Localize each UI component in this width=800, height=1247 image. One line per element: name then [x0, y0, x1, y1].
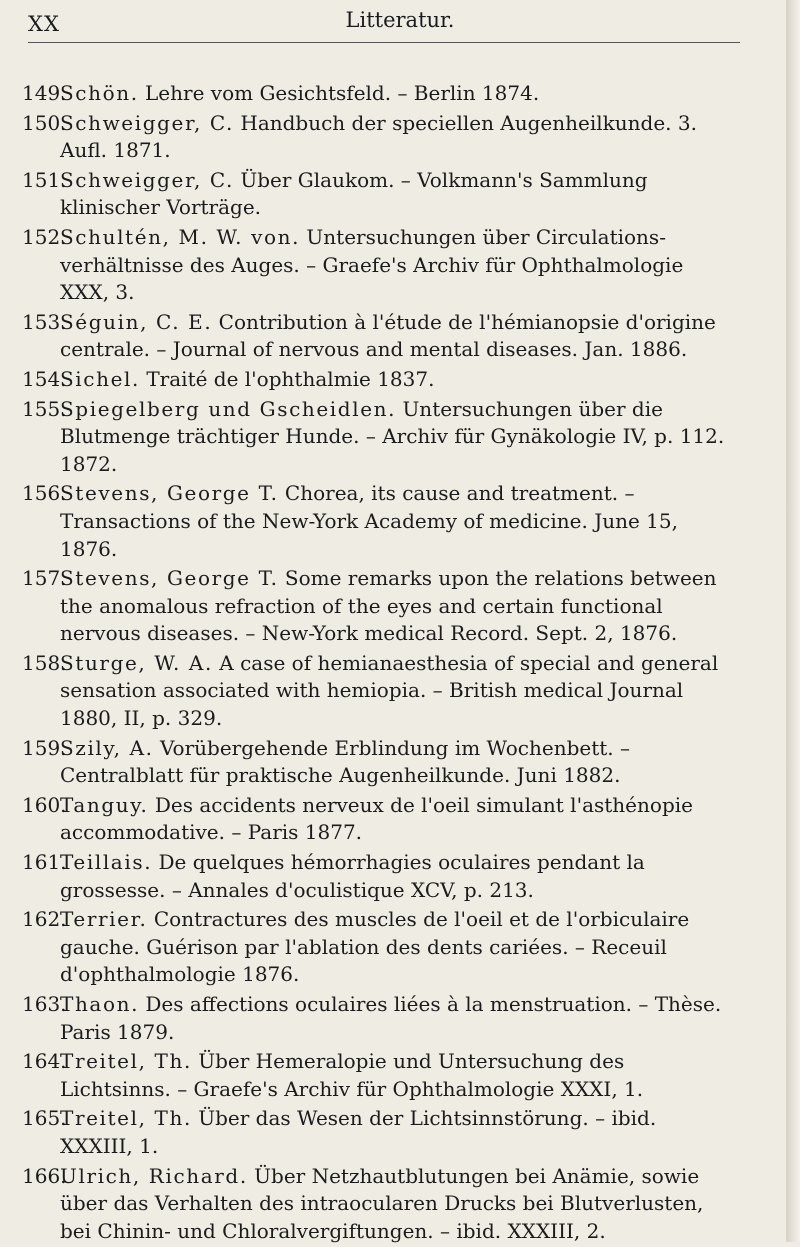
entry-text: Some remarks upon the relations between the anomalous refraction of the eyes and certain functional nervous diseases. – New-York medical Record. Sept. 2, 1876. — [60, 566, 717, 646]
page-edge — [786, 0, 800, 1242]
entry-text: Über Netzhautblutungen bei Anämie, sowie über das Verhalten des intraocularen Drucks bei Blutverlusten, bei Chinin- und Chloralvergiftungen. – ibid. XXXIII, 2. — [60, 1163, 704, 1243]
entry-author: Stevens, George T. — [60, 566, 279, 591]
entry-number: 152. — [22, 224, 67, 249]
entry-author: Szily, A. — [60, 735, 154, 760]
bibliography-entry — [22, 110, 734, 165]
entry-text: Des accidents nerveux de l'oeil simulant l'asthénopie accommodative. – Paris 1877. — [60, 792, 693, 845]
bibliography-entry — [22, 224, 734, 307]
entry-author: Teillais. — [60, 850, 153, 875]
bibliography-list — [22, 80, 734, 1247]
bibliography-entry — [22, 1163, 734, 1246]
entry-text: De quelques hémorrhagies oculaires pendant la grossesse. – Annales d'oculistique XCV, p. 213. — [60, 850, 645, 902]
entry-number: 164. — [22, 1049, 67, 1074]
bibliography-entry — [22, 366, 734, 394]
entry-text: Contribution à l'étude de l'hémianopsie d'origine centrale. – Journal of nervous and mental diseases. Jan. 1886. — [60, 309, 716, 362]
entry-text: Handbuch der speciellen Augenheilkunde. 3. Aufl. 1871. — [60, 110, 697, 163]
entry-author: Ulrich, Richard. — [60, 1163, 248, 1188]
entry-number: 162. — [22, 907, 67, 932]
entry-text: Über Hemeralopie und Untersuchung des Lichtsinns. – Graefe's Archiv für Ophthalmologie XXXI, 1. — [60, 1049, 644, 1101]
entry-number: 160. — [22, 792, 67, 817]
entry-number: 165. — [22, 1106, 67, 1131]
entry-author: Séguin, C. E. — [60, 309, 213, 334]
entry-author: Terrier. — [60, 907, 148, 932]
entry-author: Sichel. — [60, 366, 140, 391]
bibliography-entry — [22, 80, 734, 108]
bibliography-entry — [22, 396, 734, 479]
bibliography-entry — [22, 309, 734, 364]
entry-text: Über das Wesen der Lichtsinnstörung. – ibid. XXXIII, 1. — [60, 1106, 657, 1158]
entry-number: 163. — [22, 992, 67, 1016]
bibliography-entry — [22, 849, 734, 904]
bibliography-entry — [22, 1105, 734, 1160]
entry-text: A case of hemianaesthesia of special and general sensation associated with hemiopia. – British medical Journal 1880, II, p. 329. — [60, 650, 719, 731]
bibliography-entry — [22, 650, 734, 733]
entry-author: Treitel, Th. — [60, 1106, 192, 1131]
entry-author: Treitel, Th. — [60, 1049, 192, 1074]
entry-number: 159. — [22, 735, 67, 760]
bibliography-entry — [22, 792, 734, 847]
entry-author: Spiegelberg und Gscheidlen. — [60, 396, 397, 421]
entry-number: 161. — [22, 850, 67, 875]
entry-text: Lehre vom Gesichtsfeld. – Berlin 1874. — [138, 81, 540, 105]
page-number: XX — [28, 12, 60, 36]
entry-author: Schultén, M. W. von. — [60, 224, 301, 249]
bibliography-entry — [22, 167, 734, 222]
entry-text: Chorea, its cause and treatment. – Transactions of the New-York Academy of medicine. June 15, 1876. — [60, 481, 678, 561]
entry-number: 158. — [22, 650, 67, 675]
bibliography-entry — [22, 480, 734, 563]
bibliography-entry — [22, 735, 734, 790]
entry-text: Untersuchungen über die Blutmenge trächtiger Hunde. – Archiv für Gynäkologie IV, p. 112. 1872. — [60, 396, 725, 476]
entry-number: 151. — [22, 167, 67, 192]
entry-number: 149. — [22, 81, 67, 105]
entry-author: Schweigger, C. — [60, 167, 235, 192]
entry-author: Schweigger, C. — [60, 110, 235, 135]
entry-text: Untersuchungen über Circulations-verhältnisse des Auges. – Graefe's Archiv für Ophthalmologie XXX, 3. — [60, 224, 684, 305]
entry-number: 166. — [22, 1163, 67, 1188]
entry-text: Traité de l'ophthalmie 1837. — [139, 366, 435, 391]
entry-number: 154. — [22, 366, 67, 391]
entry-text: Vorübergehende Erblindung im Wochenbett. – Centralblatt für praktische Augenheilkunde. Juni 1882. — [60, 735, 631, 788]
entry-author: Stevens, George T. — [60, 481, 279, 506]
entry-author: Tanguy. — [60, 792, 149, 817]
entry-number: 156. — [22, 481, 67, 506]
entry-number: 153. — [22, 309, 67, 334]
bibliography-entry — [22, 906, 734, 989]
entry-number: 157. — [22, 566, 67, 591]
entry-author: Thaon. — [60, 992, 140, 1016]
entry-text: Über Glaukom. – Volkmann's Sammlung klinischer Vorträge. — [60, 167, 648, 220]
entry-number: 155. — [22, 396, 67, 421]
entry-text: Des affections oculaires liées à la menstruation. – Thèse. Paris 1879. — [60, 992, 722, 1044]
bibliography-entry — [22, 991, 734, 1046]
entry-number: 150. — [22, 110, 67, 135]
bibliography-entry — [22, 1048, 734, 1103]
bibliography-entry — [22, 565, 734, 648]
entry-author: Sturge, W. A. — [60, 650, 213, 675]
header-rule — [28, 42, 740, 43]
entry-text: Contractures des muscles de l'oeil et de l'orbiculaire gauche. Guérison par l'ablation des dents cariées. – Receuil d'ophthalmologie 1876. — [60, 907, 690, 987]
entry-author: Schön. — [60, 81, 139, 105]
running-head-title: Litteratur. — [345, 8, 455, 32]
